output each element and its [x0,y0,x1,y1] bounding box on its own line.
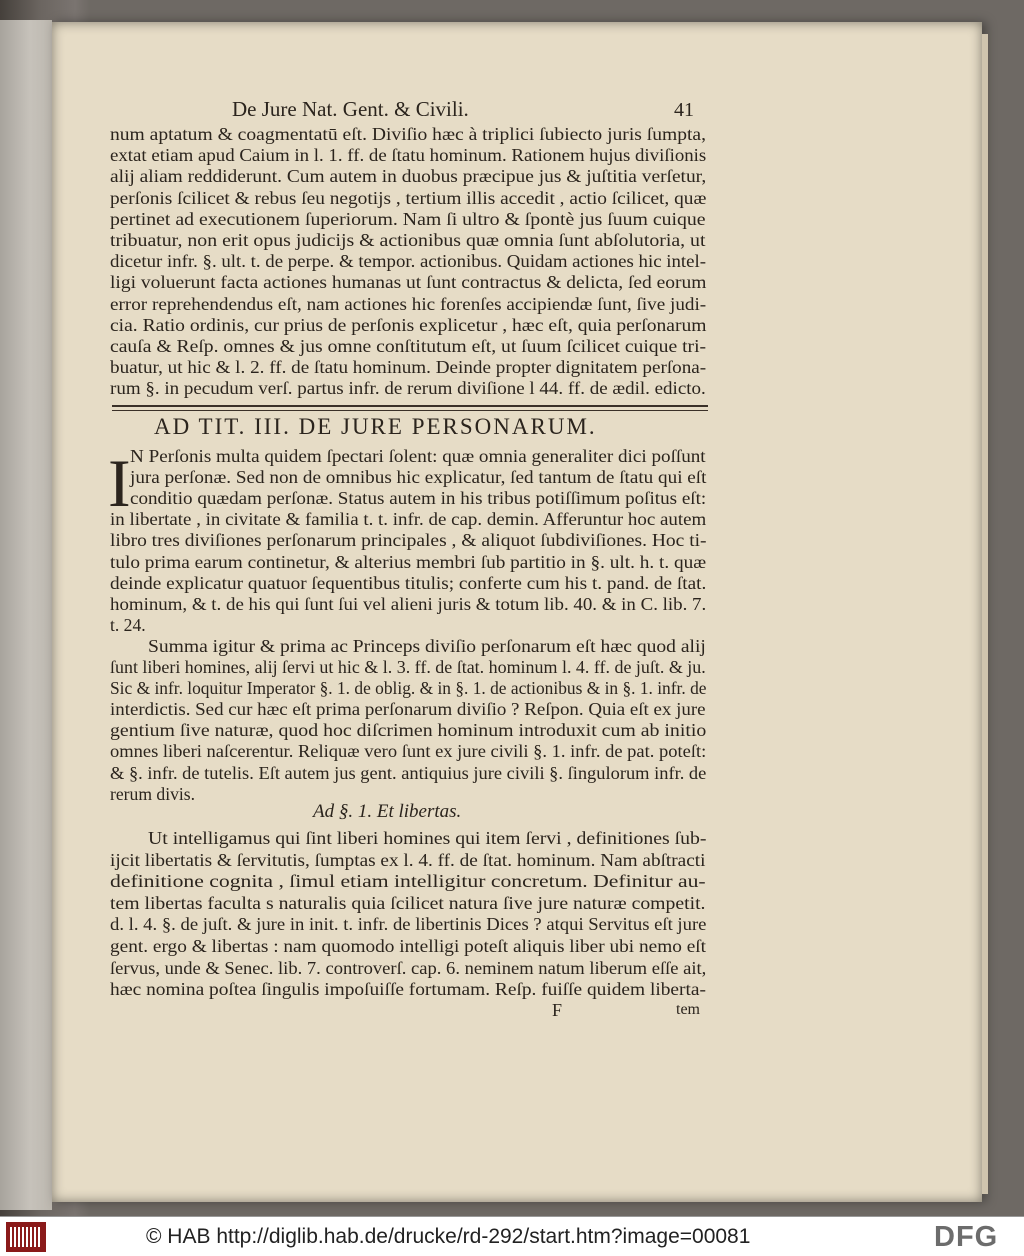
footer-copyright-link[interactable]: © HAB http://diglib.hab.de/drucke/rd-292/start.htm?image=00081 [146,1225,751,1248]
text-line: gent. ergo & libertas : nam quomodo intelligi poteſt aliquis liber ubi nemo eſt [110,936,707,956]
text-line: omnes liberi naſcerentur. Reliquæ vero ſunt ex jure civili §. 1. infr. de pat. poteſt: [110,741,707,762]
text-line: conditio quædam perſonæ. Status autem in his tribus potiſſimum poſitus eſt: [130,488,707,509]
text-line: cauſa & Reſp. omnes & jus omne conſtitutum eſt, ut ſuum ſcilicet cuique tri- [110,336,707,356]
drop-cap: I [108,445,131,521]
page-edge [982,34,988,1194]
signature-mark: F [552,1000,563,1020]
text-line: Sic & infr. loquitur Imperator §. 1. de oblig. & in §. 1. de actionibus & in §. 1. infr. de [110,678,707,699]
divider-rule [112,405,708,407]
text-line: definitione cognita , ſimul etiam intelligitur concretum. Definitur au- [110,871,706,892]
running-head: De Jure Nat. Gent. & Civili. [232,97,469,121]
text-line: buatur, ut hic & l. 2. ff. de ſtatu hominum. Deinde propter dignitatem perſona- [110,357,707,378]
text-line: interdictis. Sed cur hæc eſt prima perſonarum diviſio ? Reſpon. Quia eſt ex jure [110,699,706,720]
text-line: Ut intelligamus qui ſint liberi homines qui item ſervi , definitiones ſub- [148,828,707,848]
subsection-heading: Ad §. 1. Et libertas. [313,801,462,822]
text-line: t. 24. [110,614,146,635]
text-line: ligi voluerunt facta actiones humanas ut ſunt contractus & delicta, ſed eorum [110,272,707,293]
text-line: jura perſonæ. Sed non de omnibus hic explicatur, ſed tantum de ſtatu qui eſt [130,467,707,488]
text-line: rerum divis. [110,783,196,804]
text-line: rum §. in pecudum verſ. partus infr. de rerum diviſione l 44. ff. de ædil. edicto. [110,378,706,399]
text-line: ijcit libertatis & ſervitutis, ſumptas ex l. 4. ff. de ſtat. hominum. Nam abſtracti [110,849,706,870]
text-line: hominum, & t. de his qui ſunt ſui vel alieni juris & totum lib. 40. & in C. lib. 7. [110,593,707,614]
text-line: ſervus, unde & Senec. lib. 7. controverſ. cap. 6. neminem natum liberum eſſe ait, [110,957,707,978]
text-line: extat etiam apud Caium in l. 1. ff. de ſtatu hominum. Rationem hujus diviſionis [110,145,707,166]
text-line: alij aliam reddiderunt. Cum autem in duobus præcipue jus & juſtitia verſetur, [110,166,707,187]
text-line: & §. infr. de tutelis. Eſt autem jus gent. antiquius jure civili §. ſingulorum infr. de [110,762,707,783]
section-heading: AD TIT. III. DE JURE PERSONARUM. [154,414,597,439]
text-line: Summa igitur & prima ac Princeps diviſio perſonarum eſt hæc quod alij [148,635,706,656]
text-line: d. l. 4. §. de juſt. & jure in init. t. infr. de libertinis Dices ? atqui Servitus eſt jure [110,914,707,935]
text-line: hæc nomina poſtea ſingulis impoſuiſſe fortumam. Reſp. fuiſſe quidem liberta- [110,979,706,1000]
text-line: perſonis ſcilicet & rebus ſeu negotijs , tertium illis accedit , actio ſcilicet, quæ [110,187,707,208]
dfg-logo: DFG [934,1221,999,1253]
text-line: dicetur infr. §. ult. t. de perpe. & tempor. actionibus. Quidam actiones hic intel- [110,251,706,272]
text-line: error reprehendendus eſt, nam actiones hic forenſes accipiendæ ſunt, ſive judi- [110,293,707,314]
text-line: num aptatum & coagmentatū eſt. Diviſio hæc à triplici ſubiecto juris ſumpta, [110,124,706,144]
text-line: deinde explicatur quatuor ſequentibus titulis; conferte cum his t. pand. de ſtat. [110,572,707,593]
text-line: in libertate , in civitate & familia t. t. infr. de cap. demin. Afferuntur hoc autem [110,509,707,530]
text-line: tem libertas faculta s naturalis quia ſcilicet natura ſive jure naturæ competit. [110,892,706,913]
viewer-footer [0,1216,1024,1256]
text-line: gentium ſive naturæ, quod hoc diſcrimen hominum introduxit cum ab initio [110,720,707,741]
text-line: N Perſonis multa quidem ſpectari ſolent: quæ omnia generaliter dici poſſunt [130,446,706,466]
text-line: tribuatur, non erit opus judicijs & actionibus quæ omnia ſunt abſolutoria, ut [110,230,706,250]
facing-page-edge [0,20,52,1210]
text-line: cia. Ratio ordinis, cur prius de perſonis explicetur , hæc eſt, quia perſonarum [110,314,707,335]
catchword: tem [676,1001,700,1018]
page-number: 41 [674,99,694,121]
text-line: libro tres diviſiones perſonarum principales , & aliquot ſubdiviſiones. Hoc ti- [110,530,707,551]
text-line: tulo prima earum continetur, & alterius membri ſub partitio in §. ult. h. t. quæ [110,551,707,572]
hab-logo-icon [6,1222,46,1252]
divider-rule-thin [112,410,708,411]
text-line: pertinet ad executionem ſuperiorum. Nam ſi ultro & ſpontè jus ſuum cuique [110,208,706,229]
text-line: ſunt liberi homines, alij ſervi ut hic & l. 3. ff. de ſtat. hominum l. 4. ff. de juſt. & ju. [110,657,706,677]
